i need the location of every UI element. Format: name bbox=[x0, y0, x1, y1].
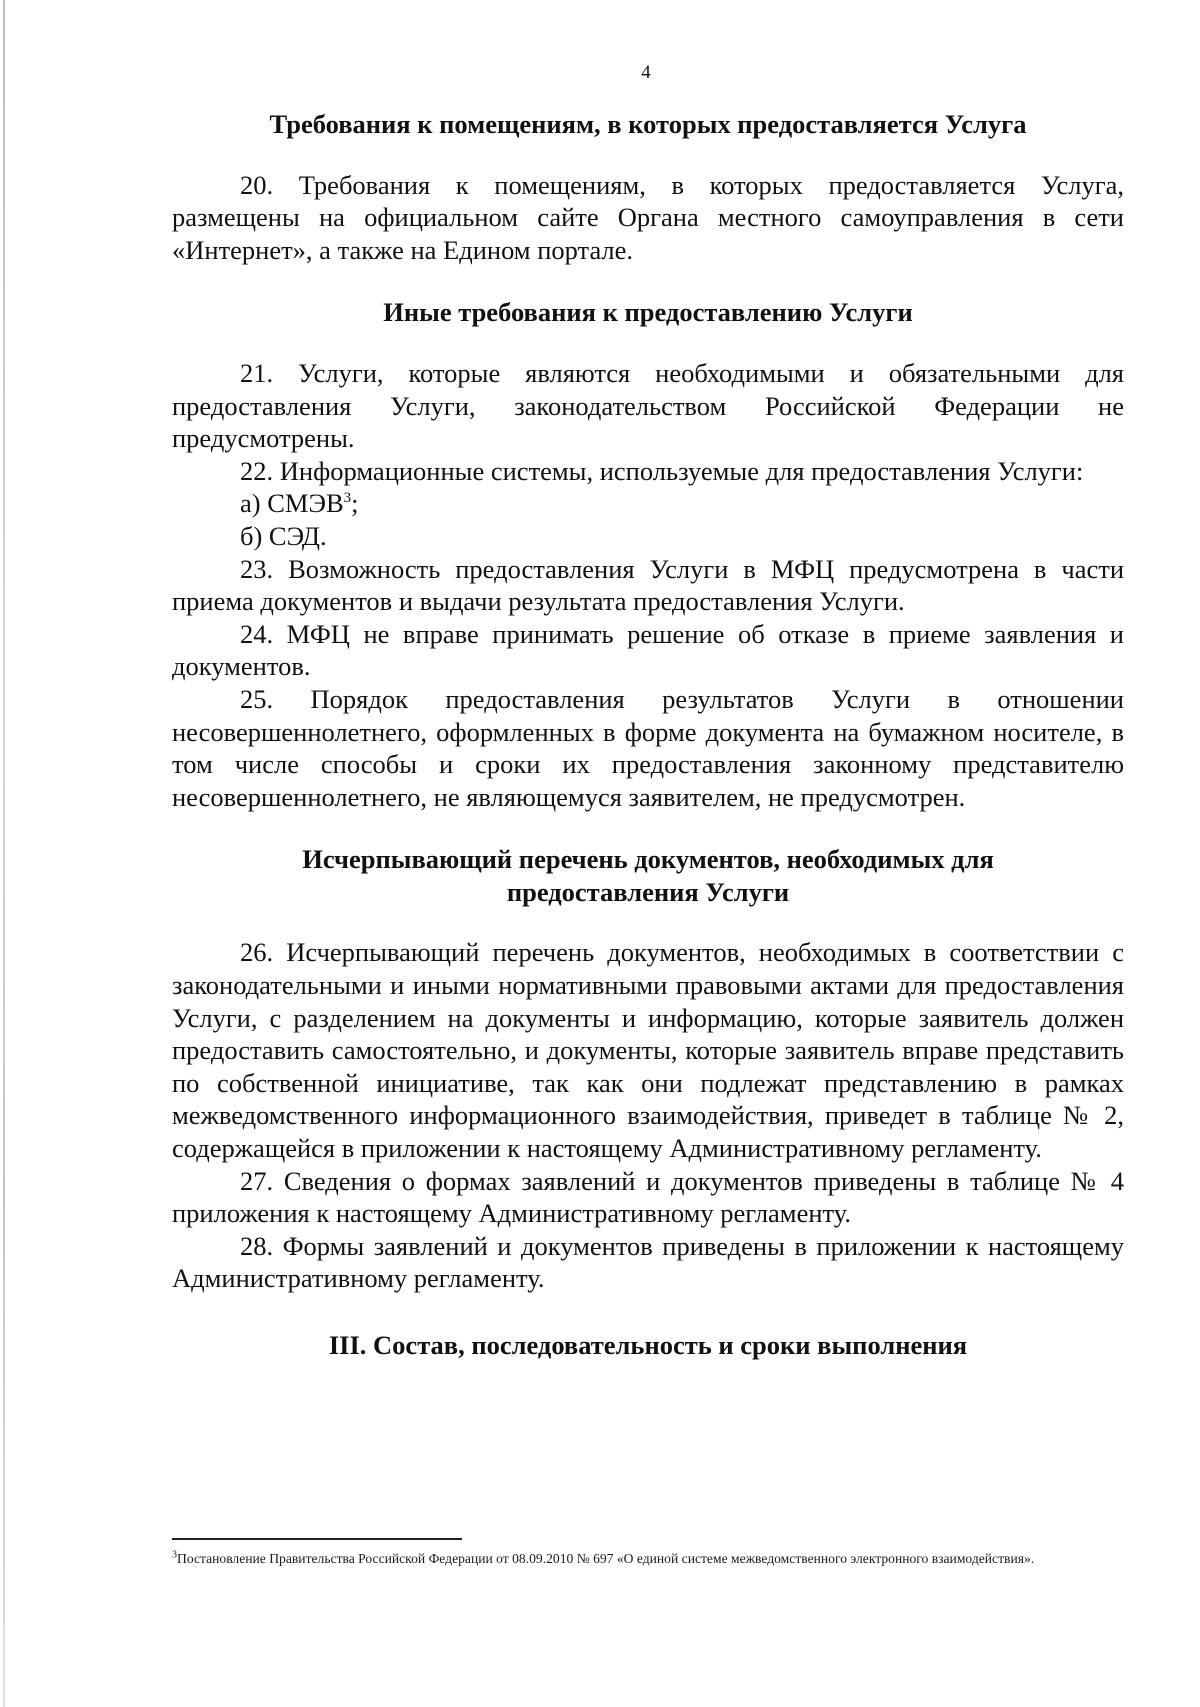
paragraph-23: 23. Возможность предоставления Услуги в МФЦ предусмотрена в части приема документов и выдачи результата предоставления Услуги. bbox=[172, 553, 1124, 617]
scan-edge-shadow bbox=[3, 0, 5, 1707]
footnote-mark: 3 bbox=[172, 1549, 177, 1561]
list-item-b: б) СЭД. bbox=[240, 520, 327, 551]
paragraph-24: 24. МФЦ не вправе принимать решение об отказе в приеме заявления и документов. bbox=[172, 618, 1124, 682]
footnote bbox=[172, 1548, 1124, 1569]
footnote-reference-mark[interactable]: 3 bbox=[343, 490, 352, 507]
heading-documents bbox=[172, 843, 1124, 908]
paragraph-22: 22. Информационные системы, используемые для предоставления Услуги: bbox=[240, 455, 1084, 486]
page-number: 4 bbox=[641, 62, 651, 83]
paragraph-28: 28. Формы заявлений и документов приведены в приложении к настоящему Административному регламенту. bbox=[172, 1230, 1124, 1294]
footnote-divider bbox=[172, 1538, 462, 1540]
paragraph-21: 21. Услуги, которые являются необходимыми и обязательными для предоставления Услуги, законодательством Российской Федерации не предусмотрены. bbox=[172, 357, 1124, 454]
heading-other-requirements: Иные требования к предоставлению Услуги bbox=[383, 297, 913, 328]
heading-documents-line1: Исчерпывающий перечень документов, необходимых для bbox=[302, 844, 994, 875]
footnote-text: Постановление Правительства Российской Федерации от 08.09.2010 № 697 «О единой системе межведомственного электронного взаимодействия». bbox=[177, 1551, 1035, 1566]
page-body bbox=[172, 108, 1124, 1362]
paragraph-25: 25. Порядок предоставления результатов Услуги в отношении несовершеннолетнего, оформленных в форме документа на бумажном носителе, в том числе способы и сроки их предоставления законному представителю несовершеннолетнего, не являющемуся заявителем, не предусмотрен. bbox=[172, 683, 1124, 812]
paragraph-27: 27. Сведения о формах заявлений и документов приведены в таблице № 4 приложения к настоящему Административному регламенту. bbox=[172, 1165, 1124, 1229]
heading-documents-line2: предоставления Услуги bbox=[506, 876, 790, 907]
paragraph-26: 26. Исчерпывающий перечень документов, необходимых в соответствии с законодательными и иными нормативными правовыми актами для предоставления Услуги, с разделением на документы и информацию, которые заявитель должен предоставить самостоятельно, и документы, которые заявитель вправе представить по собственной инициативе, так как они подлежат представлению в рамках межведомственного информационного взаимодействия, приведет в таблице № 2, содержащейся в приложении к настоящему Административному регламенту. bbox=[172, 937, 1124, 1164]
list-item-a-text: а) СМЭВ bbox=[240, 488, 344, 519]
heading-section-3: III. Состав, последовательность и сроки выполнения bbox=[328, 1330, 968, 1360]
list-item-a bbox=[172, 487, 1124, 520]
list-item-a-end: ; bbox=[351, 488, 359, 519]
paragraph-20: 20. Требования к помещениям, в которых предоставляется Услуга, размещены на официальном сайте Органа местного самоуправления в сети «Интернет», а также на Едином портале. bbox=[172, 169, 1124, 265]
heading-premises: Требования к помещениям, в которых предоставляется Услуга bbox=[269, 109, 1027, 139]
